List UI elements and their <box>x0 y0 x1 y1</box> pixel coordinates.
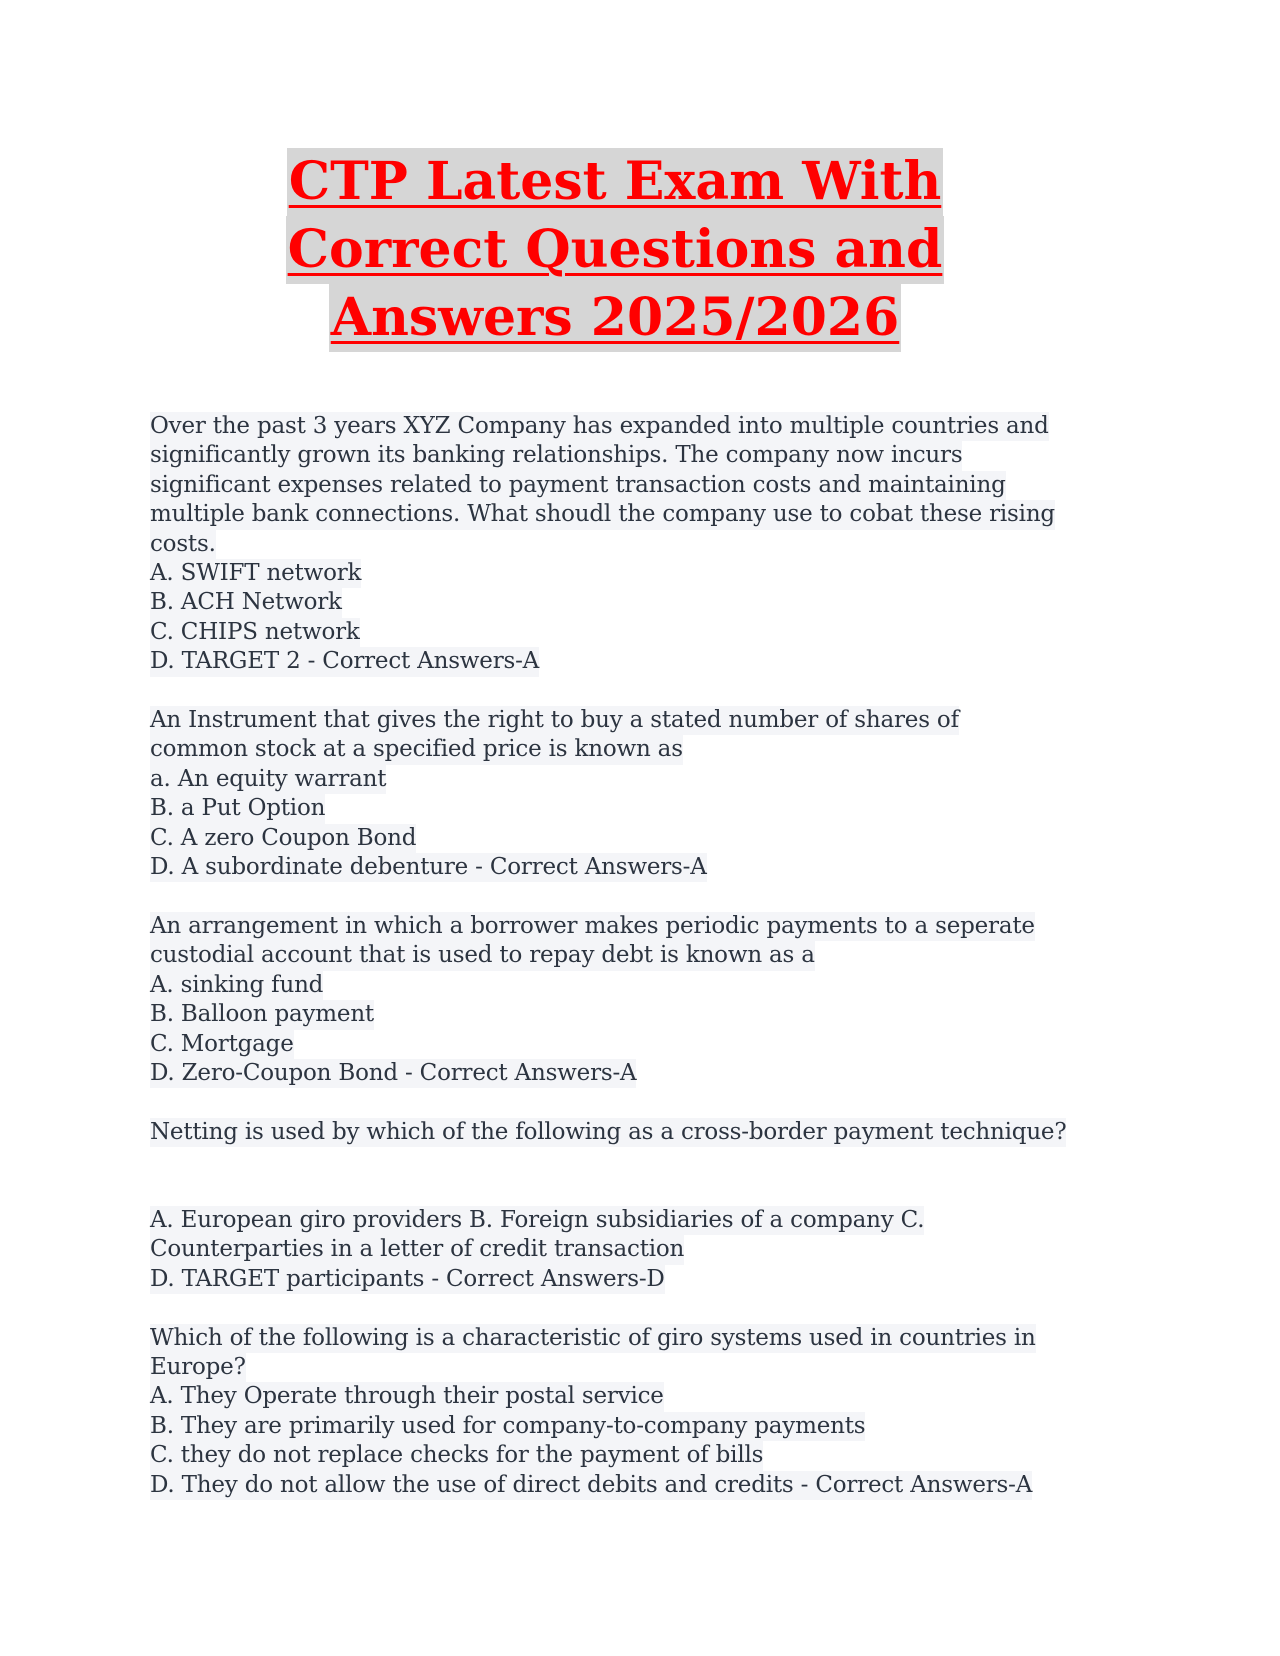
question-block-4 <box>150 1118 1150 1294</box>
answer-option: Counterparties in a letter of credit transaction <box>150 1235 684 1264</box>
title-line: Correct Questions and <box>286 216 945 284</box>
answer-option: B. ACH Network <box>150 588 342 617</box>
questions-list <box>150 412 1150 1500</box>
answer-option: B. a Put Option <box>150 794 325 823</box>
title-line: Answers 2025/2026 <box>329 284 902 352</box>
question-text: An Instrument that gives the right to buy a stated number of shares of <box>150 706 959 735</box>
answer-option: A. They Operate through their postal service <box>150 1382 664 1411</box>
answer-option: B. Balloon payment <box>150 1000 374 1029</box>
question-text: custodial account that is used to repay debt is known as a <box>150 941 815 970</box>
answer-option: C. they do not replace checks for the payment of bills <box>150 1441 763 1470</box>
question-text: Which of the following is a characteristic of giro systems used in countries in <box>150 1324 1036 1353</box>
answer-option: A. European giro providers B. Foreign subsidiaries of a company C. <box>150 1206 924 1235</box>
question-text: common stock at a specified price is known as <box>150 735 683 764</box>
answer-option-with-key: D. Zero-Coupon Bond - Correct Answers-A <box>150 1059 636 1088</box>
question-text: Europe? <box>150 1353 246 1382</box>
question-text: multiple bank connections. What shoudl the company use to cobat these rising <box>150 500 1055 529</box>
blank-line <box>150 1147 1150 1176</box>
answer-option-with-key: D. TARGET participants - Correct Answers-D <box>150 1265 665 1294</box>
answer-option: A. SWIFT network <box>150 559 361 588</box>
answer-option: C. A zero Coupon Bond <box>150 824 416 853</box>
blank-line <box>150 1177 1150 1206</box>
answer-option: C. CHIPS network <box>150 618 360 647</box>
question-text: significant expenses related to payment transaction costs and maintaining <box>150 471 1006 500</box>
answer-option: A. sinking fund <box>150 971 323 1000</box>
title-line: CTP Latest Exam With <box>287 148 944 216</box>
question-text: Netting is used by which of the following as a cross-border payment technique? <box>150 1118 1066 1147</box>
question-block-5 <box>150 1324 1150 1500</box>
answer-option-with-key: D. They do not allow the use of direct debits and credits - Correct Answers-A <box>150 1471 1032 1500</box>
document-title <box>250 148 980 352</box>
question-text: Over the past 3 years XYZ Company has expanded into multiple countries and <box>150 412 1049 441</box>
answer-option: B. They are primarily used for company-to-company payments <box>150 1412 865 1441</box>
answer-option-with-key: D. A subordinate debenture - Correct Answers-A <box>150 853 707 882</box>
question-text: An arrangement in which a borrower makes periodic payments to a seperate <box>150 912 1035 941</box>
question-text: costs. <box>150 530 216 559</box>
answer-option: a. An equity warrant <box>150 765 386 794</box>
question-block-3 <box>150 912 1150 1088</box>
question-block-2 <box>150 706 1150 882</box>
answer-option-with-key: D. TARGET 2 - Correct Answers-A <box>150 647 539 676</box>
question-text: significantly grown its banking relationships. The company now incurs <box>150 441 962 470</box>
answer-option: C. Mortgage <box>150 1030 294 1059</box>
question-block-1 <box>150 412 1150 677</box>
